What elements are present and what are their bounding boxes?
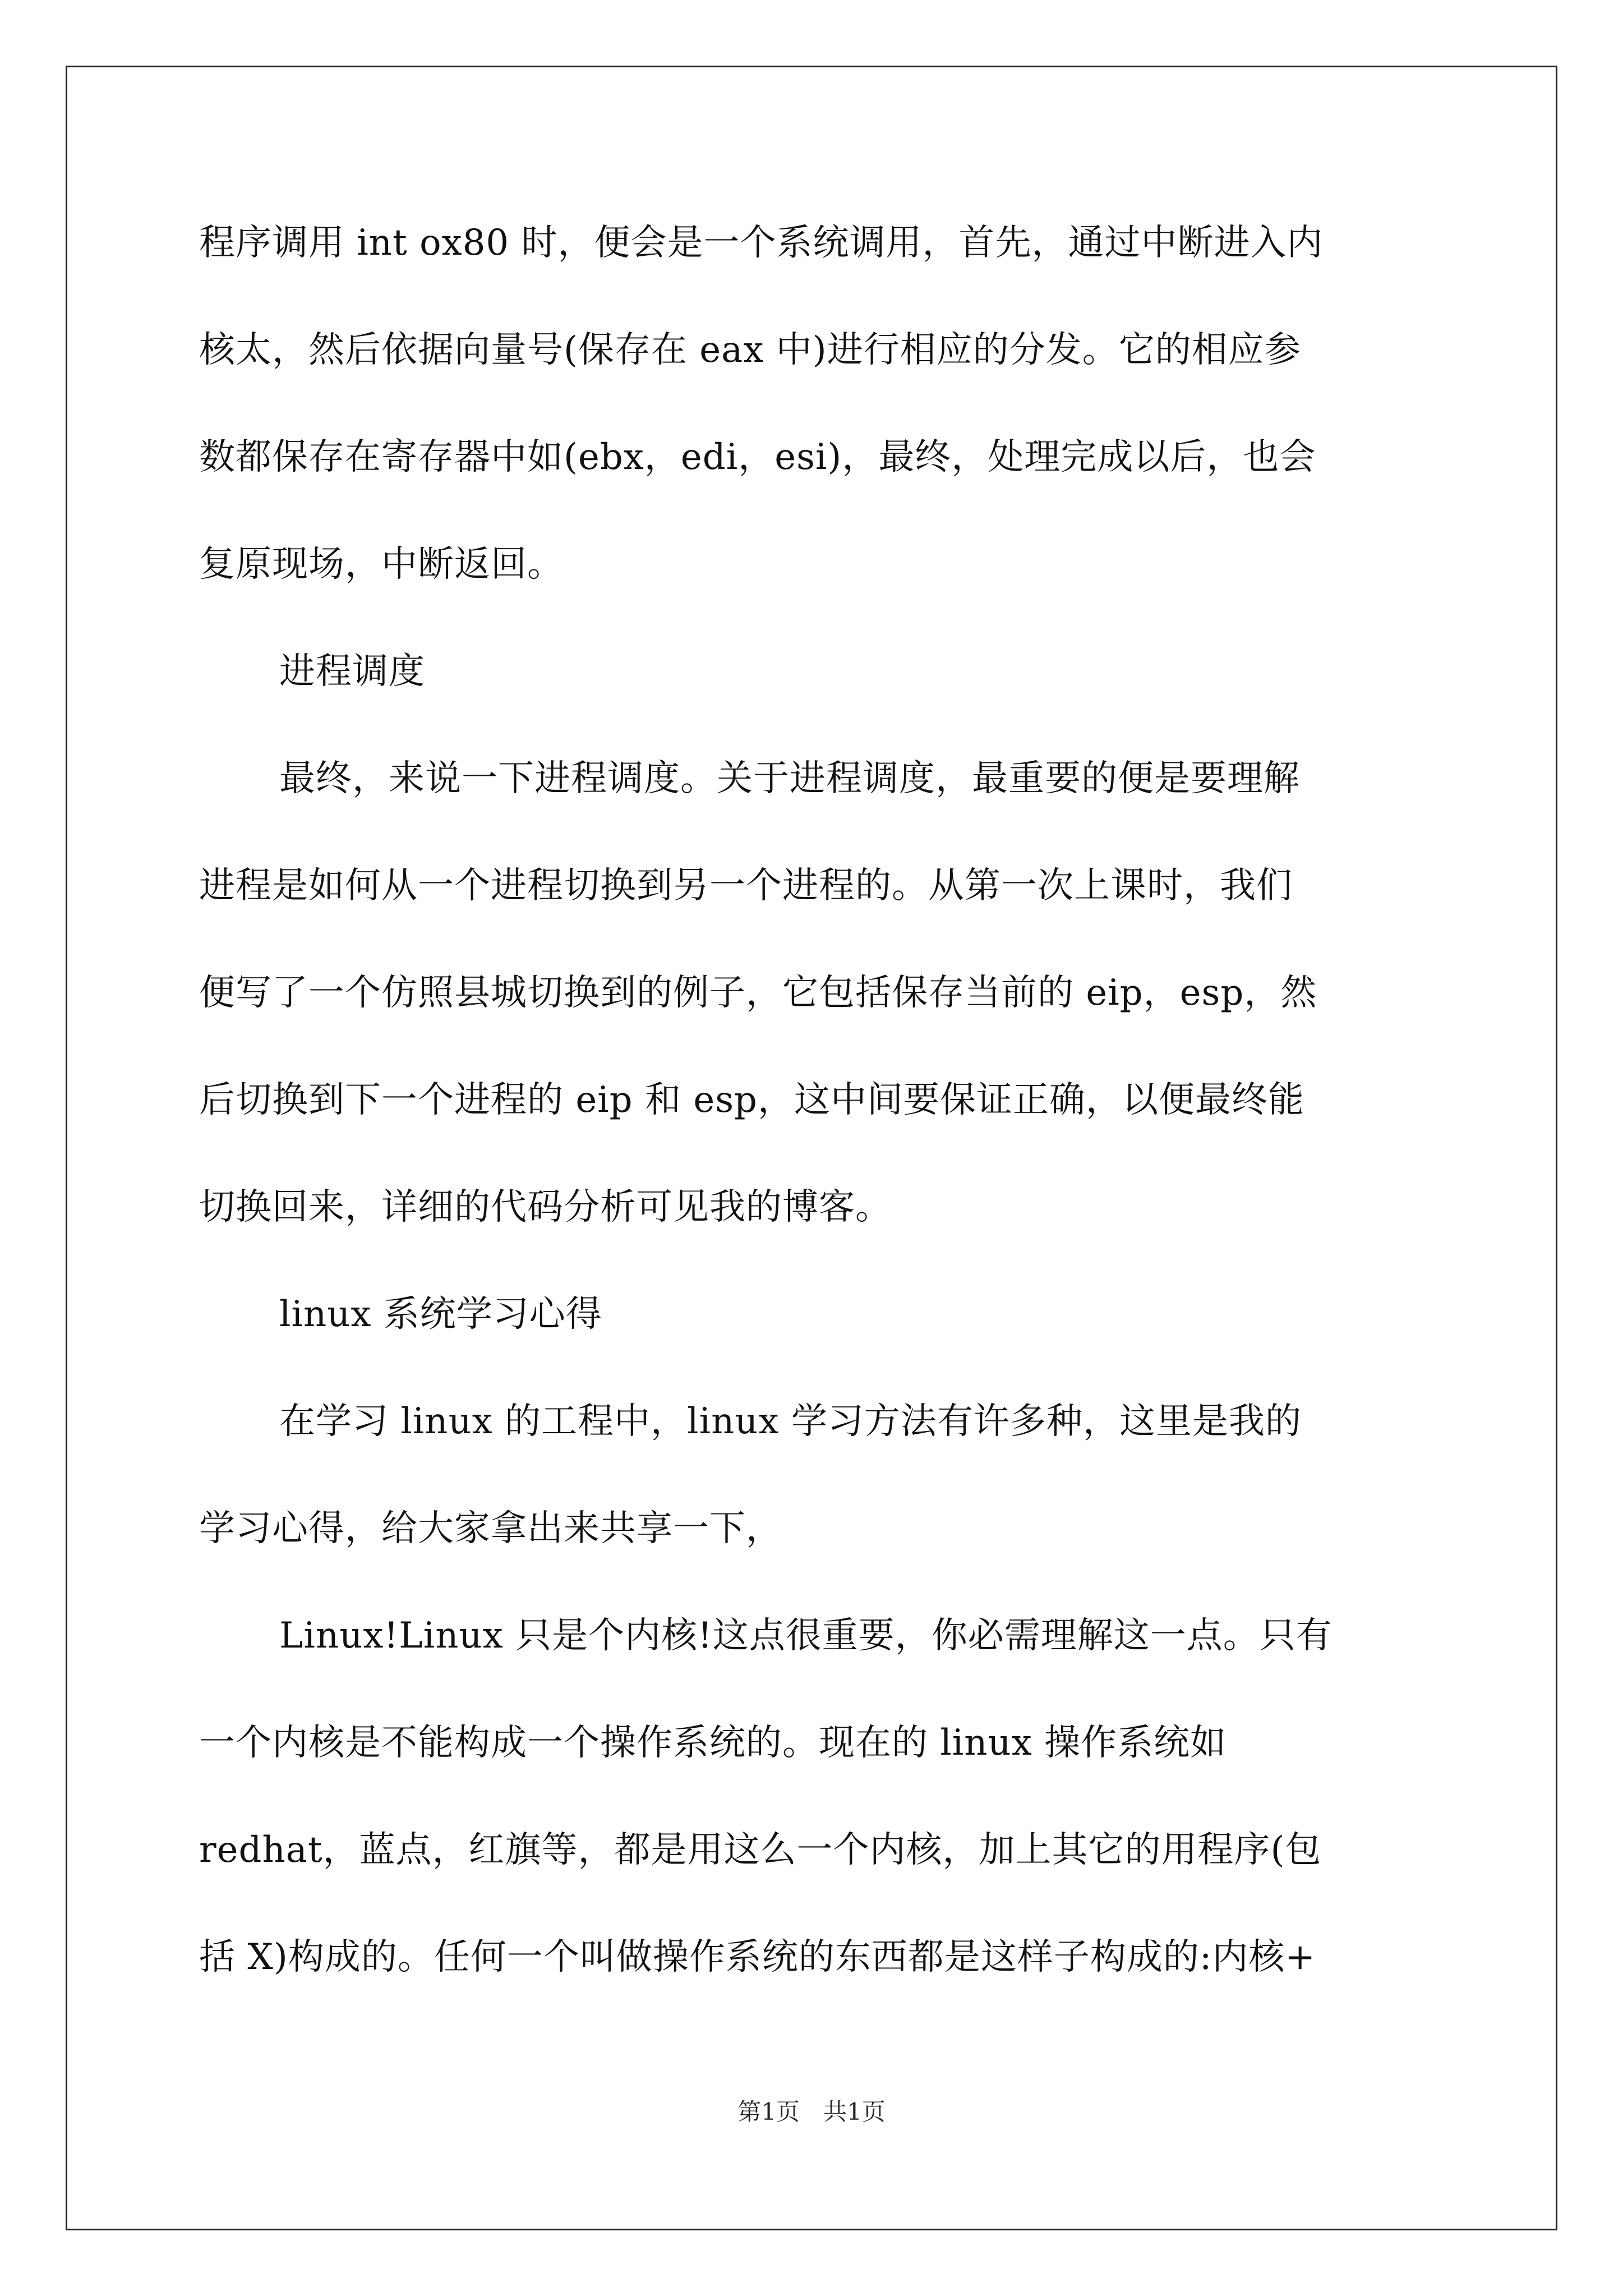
text-line: 最终，来说一下进程调度。关于进程调度，最重要的便是要理解 [279,758,1300,799]
text-line: 程序调用 int ox80 时，便会是一个系统调用，首先，通过中断进入内 [199,222,1324,264]
text-line: 一个内核是不能构成一个操作系统的。现在的 linux 操作系统如 [199,1722,1227,1764]
text-line: 学习心得，给大家拿出来共享一下， [199,1508,782,1549]
page-border [66,66,1557,2230]
text-line: 数都保存在寄存器中如(ebx，edi，esi)，最终，处理完成以后，也会 [199,436,1316,478]
text-line: 在学习 linux 的工程中，linux 学习方法有许多种，这里是我的 [279,1401,1302,1442]
text-line: redhat，蓝点，红旗等，都是用这么一个内核，加上其它的用程序(包 [199,1829,1322,1871]
section-heading: linux 系统学习心得 [279,1294,602,1335]
page-number-footer: 第1页 共1页 [737,2098,886,2125]
text-line: Linux!Linux 只是个内核!这点很重要，你必需理解这一点。只有 [279,1615,1332,1657]
text-line: 便写了一个仿照县城切换到的例子，它包括保存当前的 eip，esp，然 [199,972,1317,1014]
text-line: 复原现场，中断返回。 [199,544,564,585]
text-line: 核太，然后依据向量号(保存在 eax 中)进行相应的分发。它的相应参 [199,329,1301,371]
text-line: 后切换到下一个进程的 eip 和 esp，这中间要保证正确，以便最终能 [199,1079,1305,1121]
text-line: 切换回来，详细的代码分析可见我的博客。 [199,1186,892,1228]
text-line: 进程是如何从一个进程切换到另一个进程的。从第一次上课时，我们 [199,865,1293,907]
section-heading: 进程调度 [279,651,425,692]
text-line: 括 X)构成的。任何一个叫做操作系统的东西都是这样子构成的:内核+ [199,1936,1316,1978]
